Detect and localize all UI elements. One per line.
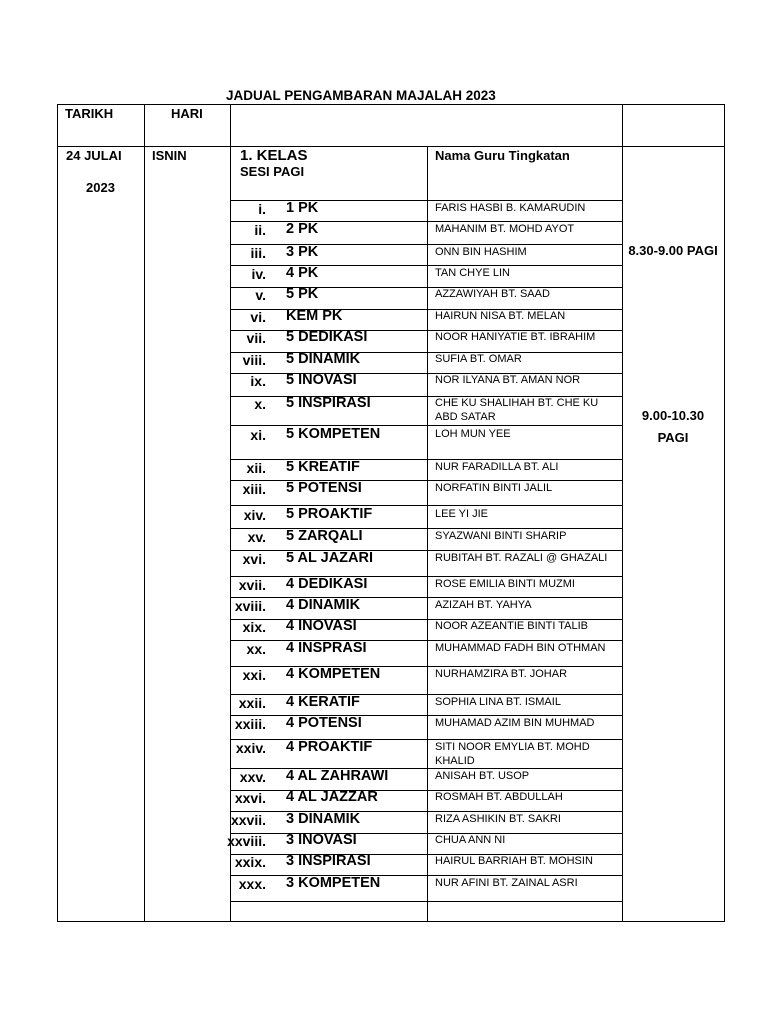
teacher-name: RIZA ASHIKIN BT. SAKRI [435, 813, 561, 825]
section-subheading: SESI PAGI [240, 164, 305, 179]
row-number: ix. [250, 373, 266, 389]
class-name: 4 PROAKTIF [286, 739, 373, 755]
class-name: 4 PK [286, 265, 319, 281]
col-divider-hari [144, 104, 145, 922]
class-name: 5 AL JAZARI [286, 550, 374, 566]
teacher-name: NOR ILYANA BT. AMAN NOR [435, 374, 581, 386]
page-title: JADUAL PENGAMBARAN MAJALAH 2023 [226, 88, 496, 103]
teacher-name: SYAZWANI BINTI SHARIP [435, 530, 567, 542]
row-number: xx. [246, 641, 266, 657]
row-number: xxiii. [234, 716, 266, 732]
teacher-name: ROSE EMILIA BINTI MUZMI [435, 578, 575, 590]
class-name: 5 PROAKTIF [286, 506, 373, 522]
row-number: x. [254, 396, 266, 412]
teacher-name: ROSMAH BT. ABDULLAH [435, 791, 563, 803]
class-name: 4 INSPRASI [286, 640, 367, 656]
row-number: xxii. [238, 695, 266, 711]
teacher-name: NOOR AZEANTIE BINTI TALIB [435, 620, 589, 632]
teacher-name: NUR AFINI BT. ZAINAL ASRI [435, 877, 578, 889]
teacher-name: ANISAH BT. USOP [435, 770, 530, 782]
table-border-right [724, 104, 725, 922]
teacher-name: HAIRUN NISA BT. MELAN [435, 310, 566, 322]
teacher-name: SUFIA BT. OMAR [435, 353, 522, 365]
class-name: 5 DINAMIK [286, 351, 361, 367]
row-number: xiv. [243, 507, 266, 523]
class-name: 4 DEDIKASI [286, 576, 368, 592]
row-number: xi. [250, 427, 266, 443]
time-slot-2-line1: 9.00-10.30 [641, 408, 705, 423]
class-name: KEM PK [286, 308, 343, 324]
class-name: 4 INOVASI [286, 618, 357, 634]
teacher-name: ONN BIN HASHIM [435, 246, 527, 258]
row-number: xxi. [242, 667, 266, 683]
class-name: 1 PK [286, 200, 319, 216]
teacher-name: MUHAMAD AZIM BIN MUHMAD [435, 717, 595, 729]
teacher-name: RUBITAH BT. RAZALI @ GHAZALI [435, 552, 608, 564]
teacher-name: FARIS HASBI B. KAMARUDIN [435, 202, 586, 214]
row-number: xxv. [239, 769, 266, 785]
section-heading: 1. KELAS [240, 147, 308, 164]
class-name: 4 KOMPETEN [286, 666, 381, 682]
row-number: ii. [254, 222, 266, 238]
date-year: 2023 [86, 180, 115, 195]
row-number: xv. [247, 529, 266, 545]
row-number: xvi. [242, 551, 266, 567]
teacher-name: NORFATIN BINTI JALIL [435, 482, 553, 494]
row-number: xxx. [238, 876, 266, 892]
teacher-name: CHUA ANN NI [435, 834, 506, 846]
row-number: xii. [246, 460, 266, 476]
class-name: 4 AL ZAHRAWI [286, 768, 389, 784]
teacher-column-heading: Nama Guru Tingkatan [435, 148, 570, 163]
class-name: 3 INSPIRASI [286, 853, 371, 869]
row-number: xvii. [238, 577, 266, 593]
row-number: iv. [251, 266, 266, 282]
row-number: xxvii. [230, 812, 266, 828]
class-name: 5 KOMPETEN [286, 426, 381, 442]
table-border-top [57, 104, 725, 105]
teacher-name: LEE YI JIE [435, 508, 488, 520]
day-name: ISNIN [152, 148, 187, 163]
teacher-name: NOOR HANIYATIE BT. IBRAHIM [435, 331, 596, 343]
class-name: 2 PK [286, 221, 319, 237]
class-name: 5 KREATIF [286, 459, 360, 475]
teacher-name: SITI NOOR EMYLIA BT. MOHD KHALID [435, 741, 590, 767]
row-number: xxix. [234, 854, 266, 870]
class-name: 5 ZARQALI [286, 528, 363, 544]
teacher-name: LOH MUN YEE [435, 428, 511, 440]
header-tarikh: TARIKH [65, 106, 114, 121]
class-name: 3 KOMPETEN [286, 875, 381, 891]
teacher-name: MAHANIM BT. MOHD AYOT [435, 223, 575, 235]
class-name: 4 KERATIF [286, 694, 360, 710]
class-name: 3 DINAMIK [286, 811, 361, 827]
col-divider-masa [622, 104, 623, 922]
teacher-name: AZIZAH BT. YAHYA [435, 599, 532, 611]
time-slot-1: 8.30-9.00 PAGI [628, 243, 718, 258]
row-number: xix. [242, 619, 266, 635]
row-number: v. [255, 287, 266, 303]
class-name: 5 DEDIKASI [286, 329, 368, 345]
row-number: xxvi. [234, 790, 266, 806]
teacher-name: NUR FARADILLA BT. ALI [435, 461, 559, 473]
col-divider-guru [427, 146, 428, 922]
teacher-name: TAN CHYE LIN [435, 267, 510, 279]
header-hari: HARI [171, 106, 203, 121]
row-number: vi. [250, 309, 266, 325]
class-name: 5 POTENSI [286, 480, 362, 496]
header-divider [57, 146, 725, 147]
class-name: 4 POTENSI [286, 715, 362, 731]
table-border-left [57, 104, 58, 922]
row-number: viii. [242, 352, 266, 368]
class-name: 5 INSPIRASI [286, 395, 371, 411]
class-name: 4 AL JAZZAR [286, 789, 378, 805]
date-day: 24 JULAI [66, 148, 122, 163]
class-name: 3 PK [286, 244, 319, 260]
teacher-name: AZZAWIYAH BT. SAAD [435, 288, 550, 300]
class-name: 4 DINAMIK [286, 597, 361, 613]
class-name: 5 PK [286, 286, 319, 302]
row-number: iii. [250, 245, 266, 261]
time-slot-2-line2: PAGI [657, 430, 689, 445]
row-divider [230, 901, 622, 902]
class-name: 3 INOVASI [286, 832, 357, 848]
row-number: xxiv. [235, 740, 266, 756]
teacher-name: HAIRUL BARRIAH BT. MOHSIN [435, 855, 593, 867]
table-border-bottom [57, 921, 725, 922]
row-number: xiii. [242, 481, 266, 497]
row-number: xxviii. [227, 833, 266, 849]
teacher-name: NURHAMZIRA BT. JOHAR [435, 668, 568, 680]
teacher-name: MUHAMMAD FADH BIN OTHMAN [435, 642, 606, 654]
teacher-name: CHE KU SHALIHAH BT. CHE KU ABD SATAR [435, 397, 599, 423]
row-number: i. [258, 201, 266, 217]
row-number: vii. [246, 330, 266, 346]
row-number: xviii. [234, 598, 266, 614]
teacher-name: SOPHIA LINA BT. ISMAIL [435, 696, 561, 708]
class-name: 5 INOVASI [286, 372, 357, 388]
